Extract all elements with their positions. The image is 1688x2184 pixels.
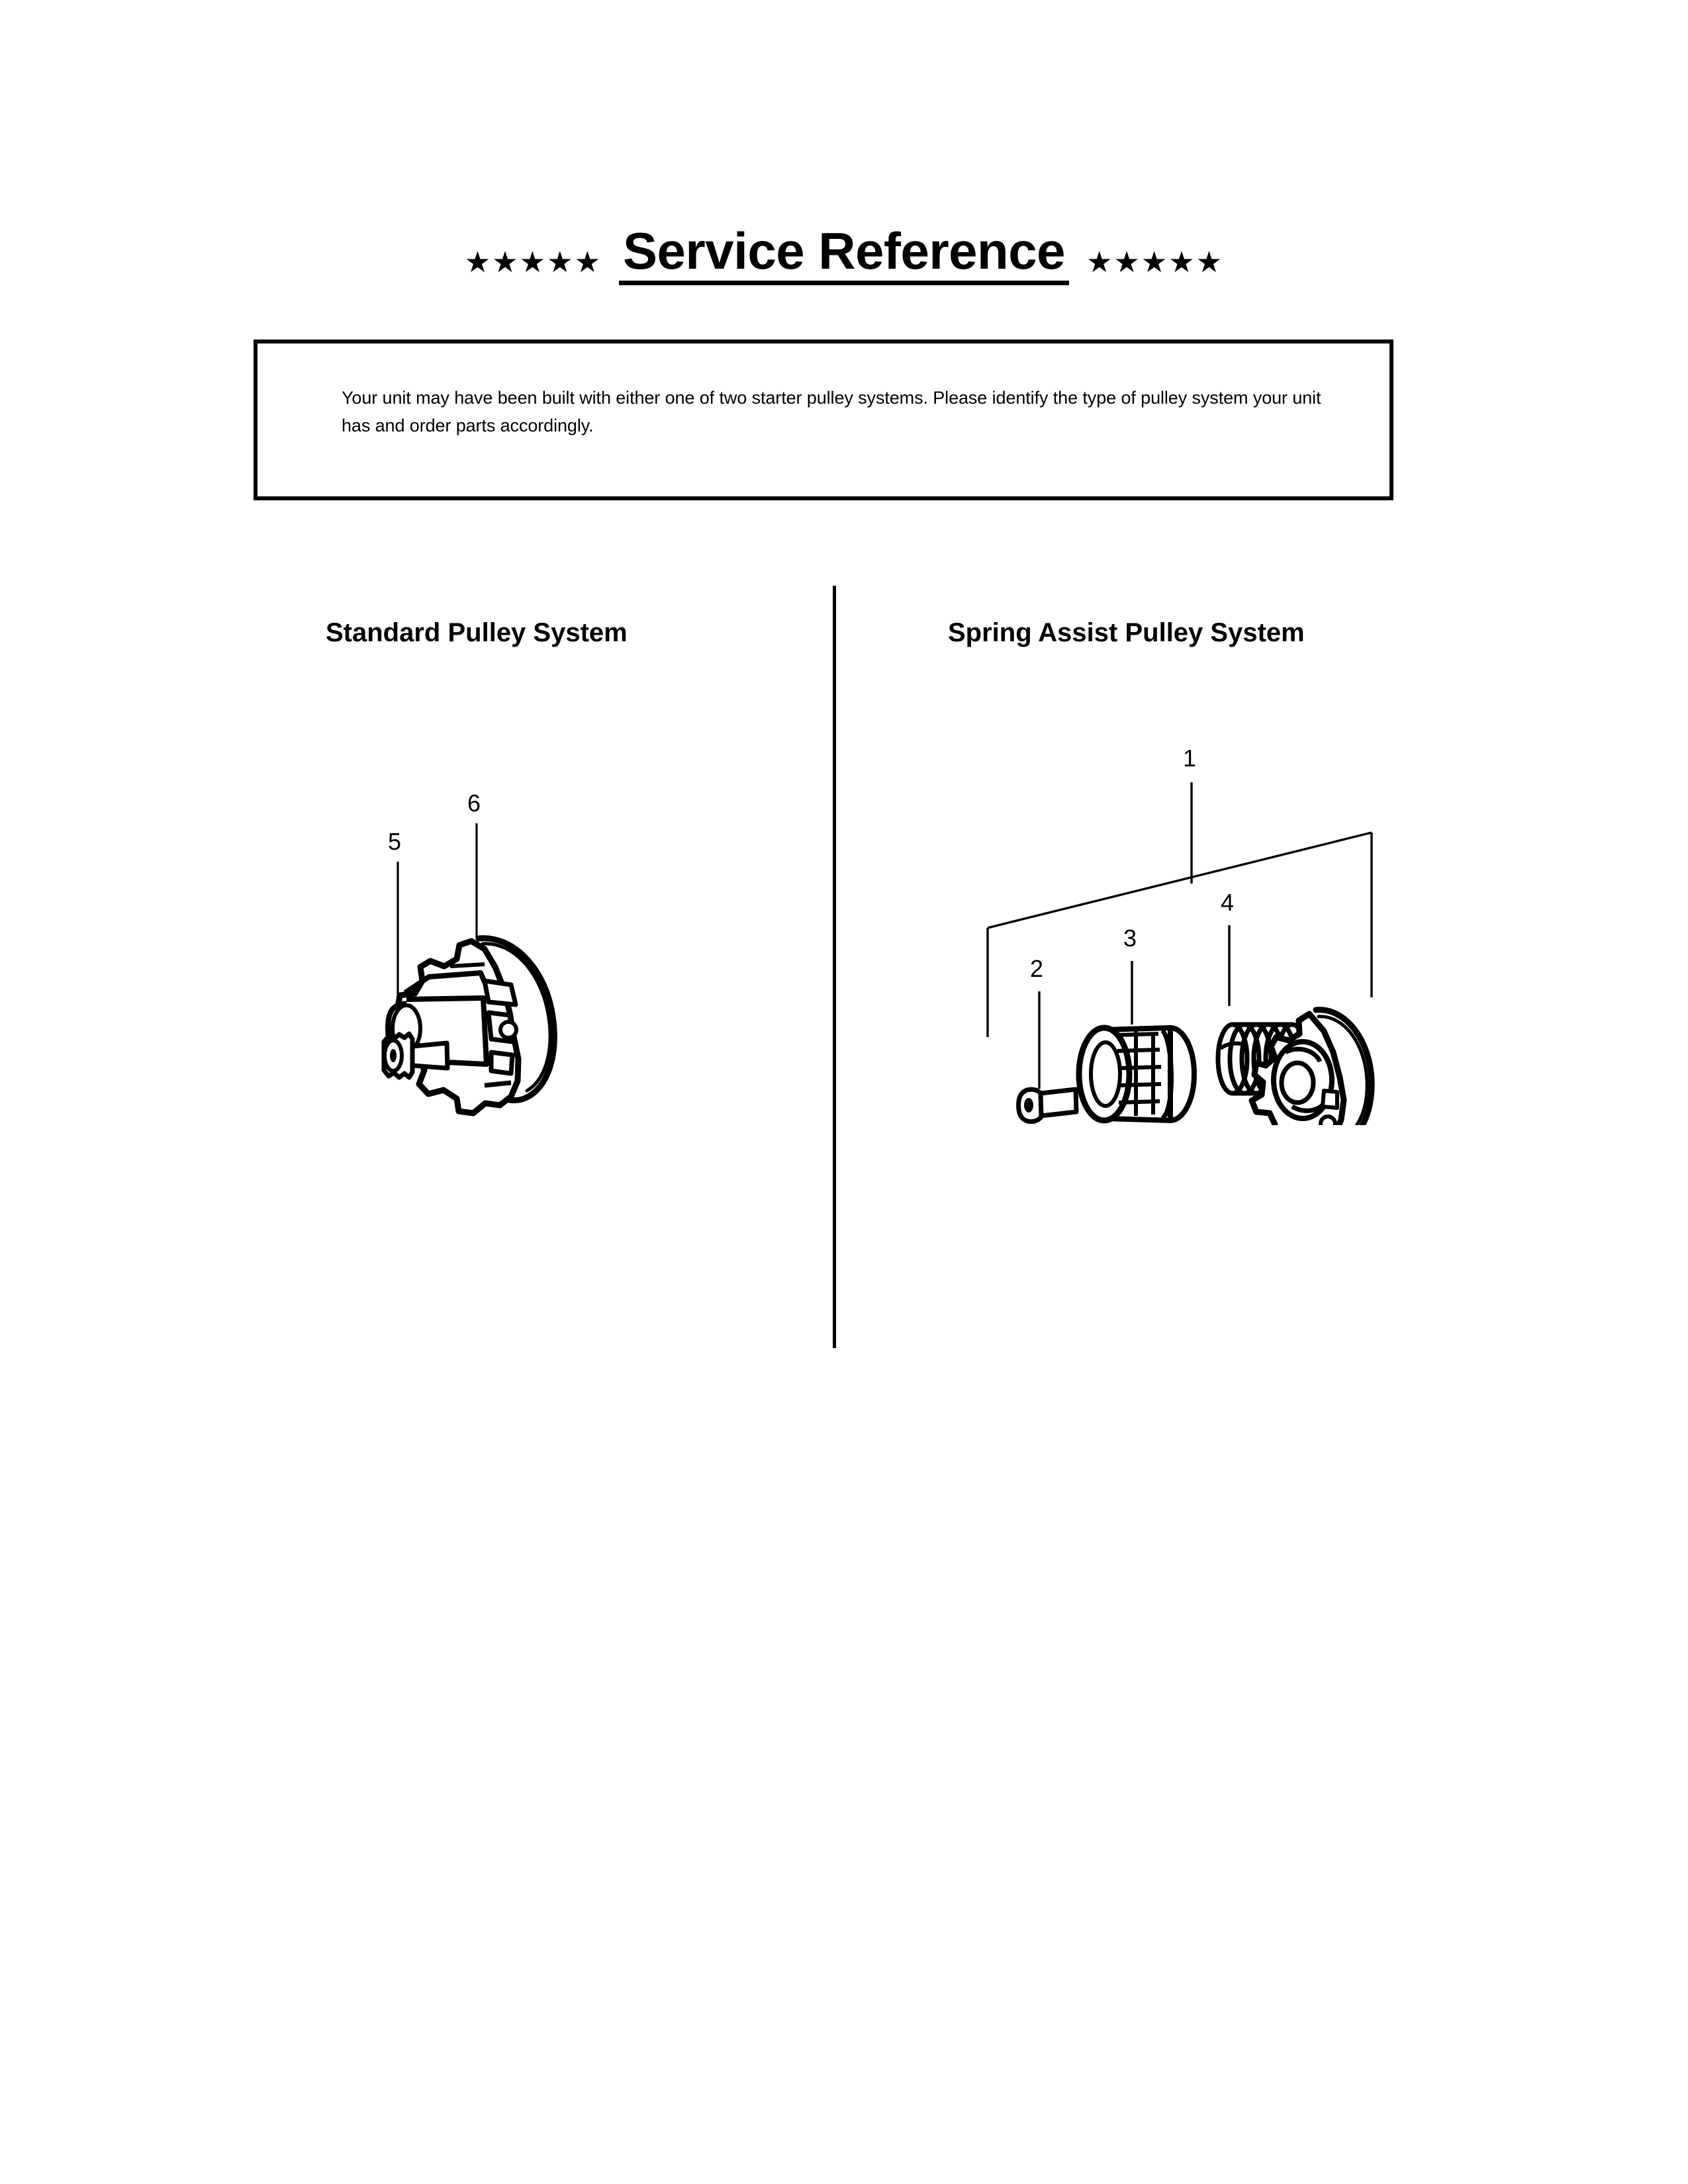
bracket-1: [988, 782, 1372, 1037]
stars-left-decoration: ★★★★★: [464, 246, 602, 279]
page-title-row: [0, 222, 1688, 285]
callout-label-4: 4: [1221, 889, 1235, 916]
callout-label-2: 2: [1030, 955, 1044, 982]
callout-label-1: 1: [1183, 745, 1197, 772]
page-title: Service Reference: [619, 225, 1069, 285]
heading-spring-assist-pulley-system: Spring Assist Pulley System: [948, 618, 1305, 647]
callout-label-6: 6: [467, 790, 481, 817]
stars-right-decoration: ★★★★★: [1086, 246, 1224, 279]
notice-text: Your unit may have been built with either one of two starter pulley systems. Please identify the type of pulley system your unit has and order parts accordingly.: [342, 388, 1321, 435]
callout-label-5: 5: [388, 828, 402, 855]
diagram-spring-assist-pulley-system: [940, 715, 1403, 1125]
part-shoulder-bolt: [1019, 1089, 1076, 1122]
callout-label-3: 3: [1123, 925, 1137, 952]
part-starter-pulley: [388, 938, 554, 1113]
standard-pulley-illustration: [318, 774, 629, 1118]
spring-assist-pulley-illustration: [940, 715, 1403, 1125]
column-divider: [833, 586, 836, 1348]
diagram-standard-pulley-system: [318, 774, 629, 1118]
part-spring-assist-pulley: [1252, 1010, 1372, 1125]
part-pulley-hub: [1079, 1028, 1194, 1120]
heading-standard-pulley-system: Standard Pulley System: [326, 618, 628, 647]
notice-box: [254, 340, 1393, 500]
